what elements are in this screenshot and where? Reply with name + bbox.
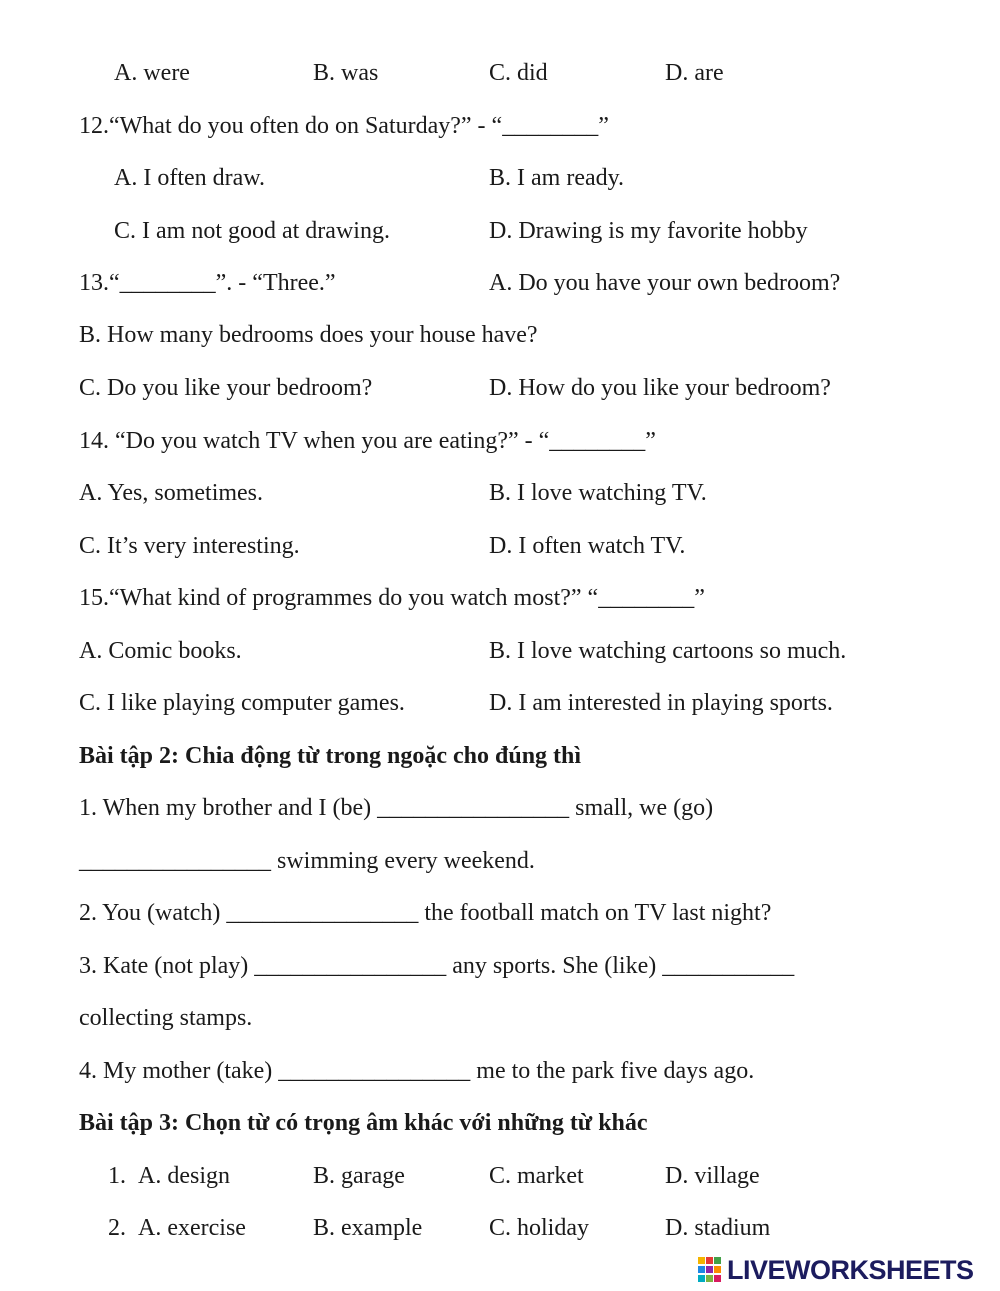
logo-text: LIVEWORKSHEETS: [727, 1254, 974, 1285]
exercise2-sentence-1-line-2: ________________ swimming every weekend.: [79, 848, 535, 874]
q14-option-a: A. Yes, sometimes.: [79, 480, 264, 506]
exercise3-q1-option-d: D. village: [665, 1163, 760, 1189]
exercise3-q2-option-a: A. exercise: [138, 1215, 246, 1241]
q13-option-c: C. Do you like your bedroom?: [79, 375, 373, 401]
exercise2-sentence-3-line-2: collecting stamps.: [79, 1005, 253, 1031]
q14-option-c: C. It’s very interesting.: [79, 533, 300, 559]
q11-option-b: B. was: [313, 60, 379, 86]
liveworksheets-logo[interactable]: [697, 1253, 974, 1287]
exercise3-q1-number: 1.: [108, 1163, 126, 1189]
exercise3-q1-option-b: B. garage: [313, 1163, 405, 1189]
exercise2-sentence-4: 4. My mother (take) ________________ me to the park five days ago.: [79, 1058, 755, 1084]
q13-option-d: D. How do you like your bedroom?: [489, 375, 831, 401]
q13-option-b: B. How many bedrooms does your house have?: [79, 322, 538, 348]
q11-option-d: D. are: [665, 60, 724, 86]
exercise2-sentence-3-line-1: 3. Kate (not play) ________________ any sports. She (like) ___________: [79, 953, 795, 979]
q13-option-a: A. Do you have your own bedroom?: [489, 270, 841, 296]
q15-question: 15.“What kind of programmes do you watch most?” “________”: [79, 585, 705, 611]
q11-option-a: A. were: [114, 60, 190, 86]
q14-option-d: D. I often watch TV.: [489, 533, 686, 559]
q14-option-b: B. I love watching TV.: [489, 480, 707, 506]
liveworksheets-logo-icon: [697, 1256, 723, 1284]
q12-question: 12.“What do you often do on Saturday?” - “________”: [79, 113, 609, 139]
exercise3-heading: Bài tập 3: Chọn từ có trọng âm khác với những từ khác: [79, 1110, 648, 1136]
exercise3-q1-option-a: A. design: [138, 1163, 230, 1189]
exercise3-q2-option-c: C. holiday: [489, 1215, 589, 1241]
q15-option-a: A. Comic books.: [79, 638, 242, 664]
q14-question: 14. “Do you watch TV when you are eating?” - “________”: [79, 428, 656, 454]
q15-option-d: D. I am interested in playing sports.: [489, 690, 833, 716]
q15-option-b: B. I love watching cartoons so much.: [489, 638, 847, 664]
q12-option-c: C. I am not good at drawing.: [114, 218, 390, 244]
exercise3-q1-option-c: C. market: [489, 1163, 584, 1189]
q13-question: 13.“________”. - “Three.”: [79, 270, 336, 296]
q12-option-d: D. Drawing is my favorite hobby: [489, 218, 808, 244]
q12-option-b: B. I am ready.: [489, 165, 625, 191]
exercise3-q2-number: 2.: [108, 1215, 126, 1241]
exercise2-heading: Bài tập 2: Chia động từ trong ngoặc cho đúng thì: [79, 743, 582, 769]
exercise3-q2-option-b: B. example: [313, 1215, 423, 1241]
q11-option-c: C. did: [489, 60, 548, 86]
exercise2-sentence-2: 2. You (watch) ________________ the football match on TV last night?: [79, 900, 772, 926]
q12-option-a: A. I often draw.: [114, 165, 266, 191]
exercise2-sentence-1-line-1: 1. When my brother and I (be) ________________ small, we (go): [79, 795, 714, 821]
exercise3-q2-option-d: D. stadium: [665, 1215, 771, 1241]
q15-option-c: C. I like playing computer games.: [79, 690, 405, 716]
